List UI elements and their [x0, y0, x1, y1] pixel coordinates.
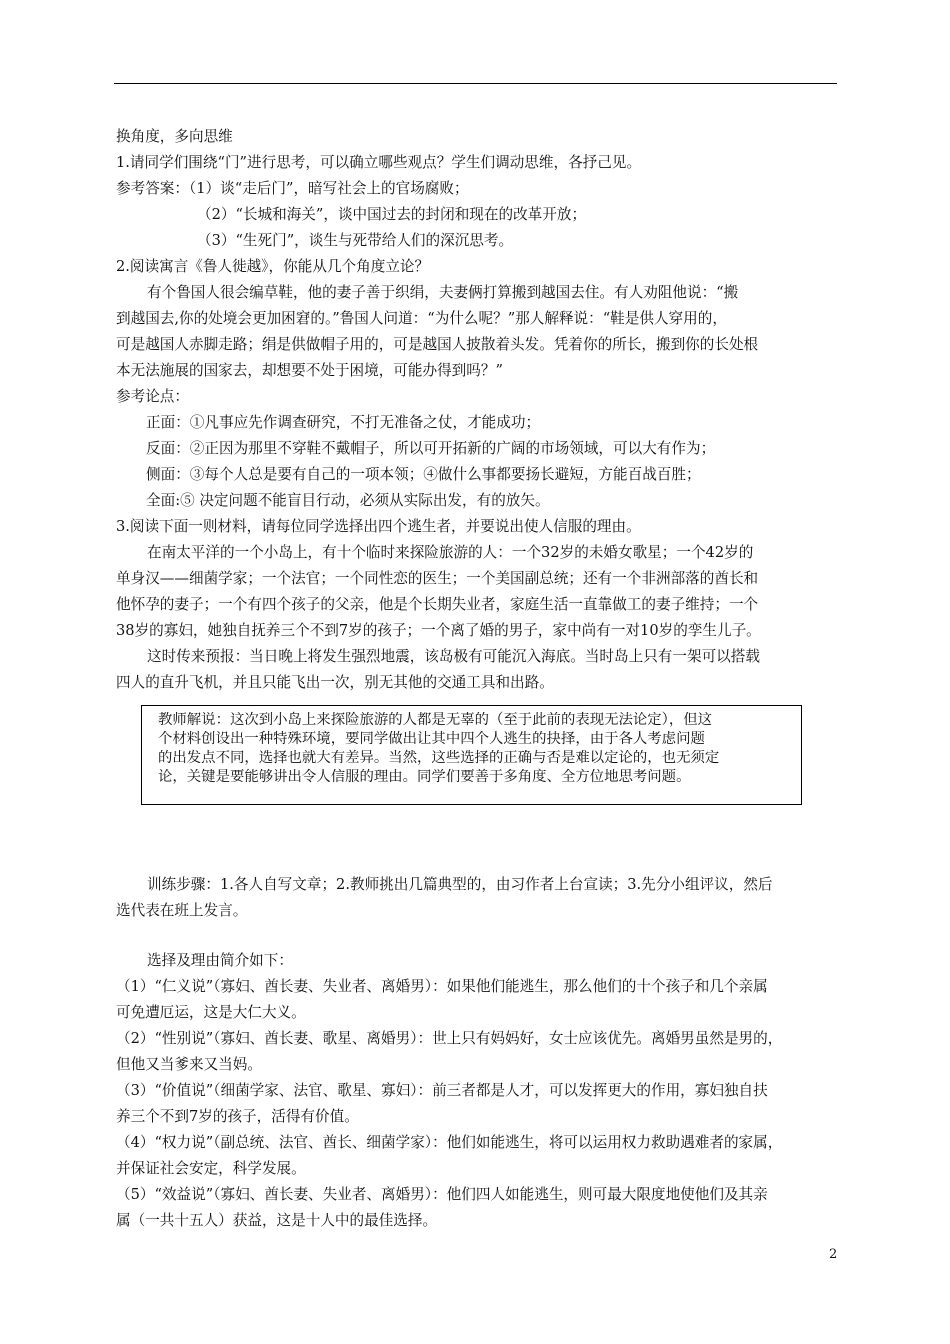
teacher-note-box — [141, 705, 802, 805]
argument-point: 全面:⑤ 决定问题不能盲目行动，必须从实际出发，有的放矢。 — [146, 492, 550, 509]
story-line: 到越国去,你的处境会更加困窘的。”鲁国人问道：“为什么呢？”那人解释说：“鞋是供人穿用的， — [116, 310, 727, 327]
argument-point: 正面：①凡事应先作调查研究，不打无准备之仗，才能成功； — [146, 414, 541, 431]
teacher-note-line: 教师解说：这次到小岛上来探险旅游的人都是无辜的（至于此前的表现无法论定），但这 — [158, 712, 713, 728]
lower-content — [116, 872, 840, 1234]
question-1-answer: （2）“长城和海关”，谈中国过去的封闭和现在的改革开放； — [197, 206, 587, 223]
story-line: 本无法施展的国家去，却想要不处于困境，可能办得到吗？” — [116, 362, 503, 379]
argument-point: 反面：②正因为那里不穿鞋不戴帽子，所以可开拓新的广阔的市场领域，可以大有作为； — [146, 440, 716, 457]
choice-line: （3）“价值说”（细菌学家、法官、歌星、寡妇）：前三者都是人才，可以发挥更大的作用，寡妇独自扶 — [116, 1082, 768, 1099]
section-title: 换角度，多向思维 — [116, 128, 233, 145]
choice-line: 属（一共十五人）获益，这是十人中的最佳选择。 — [116, 1212, 438, 1229]
training-steps-line: 训练步骤：1.各人自写文章；2.教师挑出几篇典型的，由习作者上台宣读；3.先分小组评议，然后 — [147, 876, 773, 893]
warning-line: 这时传来预报：当日晚上将发生强烈地震，该岛极有可能沉入海底。当时岛上只有一架可以搭载 — [147, 648, 760, 665]
question-3-prompt: 3.阅读下面一则材料，请每位同学选择出四个逃生者，并要说出使人信服的理由。 — [116, 518, 641, 535]
page-number: 2 — [829, 1247, 838, 1262]
choice-line: 可免遭厄运，这是大仁大义。 — [116, 1004, 306, 1021]
spacer — [116, 924, 840, 948]
teacher-note-line: 的出发点不同，选择也就大有差异。当然，这些选择的正确与否是难以定论的，也无须定 — [158, 750, 720, 766]
question-1-answer: （3）“生死门”，谈生与死带给人们的深沉思考。 — [197, 232, 514, 249]
points-label: 参考论点： — [116, 388, 189, 405]
warning-line: 四人的直升飞机，并且只能飞出一次，别无其他的交通工具和出路。 — [116, 674, 554, 691]
material-line: 单身汉——细菌学家；一个法官；一个同性恋的医生；一个美国副总统；还有一个非洲部落的酋长和 — [116, 570, 759, 587]
main-content — [116, 124, 840, 696]
question-2-prompt: 2.阅读寓言《鲁人徙越》，你能从几个角度立论？ — [116, 258, 430, 275]
choice-line: （1）“仁义说”（寡妇、酋长妻、失业者、离婚男）：如果他们能逃生，那么他们的十个孩子和几个亲属 — [116, 978, 768, 995]
teacher-note-line: 论，关键是要能够讲出令人信服的理由。同学们要善于多角度、全方位地思考问题。 — [158, 769, 691, 785]
choice-line: 但他又当爹来又当妈。 — [116, 1056, 262, 1073]
story-line: 可是越国人赤脚走路；绢是供做帽子用的，可是越国人披散着头发。凭着你的所长，搬到你的长处根 — [116, 336, 759, 353]
question-1-prompt: 1.请同学们围绕“门”进行思考，可以确立哪些观点？学生们调动思维，各抒己见。 — [116, 154, 642, 171]
material-line: 他怀孕的妻子；一个有四个孩子的父亲，他是个长期失业者，家庭生活一直靠做工的妻子维持；一个 — [116, 596, 759, 613]
choice-line: （2）“性别说”（寡妇、酋长妻、歌星、离婚男）：世上只有妈妈好，女士应该优先。离婚男虽然是男的， — [116, 1030, 783, 1047]
story-line: 有个鲁国人很会编草鞋，他的妻子善于织绢，夫妻俩打算搬到越国去住。有人劝阻他说：“搬 — [147, 284, 739, 301]
argument-point: 侧面：③每个人总是要有自己的一项本领；④做什么事都要扬长避短，方能百战百胜； — [146, 466, 701, 483]
teacher-note-line: 个材料创设出一种特殊环境，要同学做出让其中四个人逃生的抉择，由于各人考虑问题 — [158, 731, 705, 747]
choices-intro: 选择及理由简介如下： — [147, 952, 293, 969]
choice-line: 并保证社会安定，科学发展。 — [116, 1160, 306, 1177]
question-1-answer: 参考答案：（1）谈“走后门”，暗写社会上的官场腐败； — [116, 180, 469, 197]
material-line: 在南太平洋的一个小岛上，有十个临时来探险旅游的人：一个32岁的未婚女歌星；一个42岁的 — [147, 544, 754, 561]
material-line: 38岁的寡妇，她独自抚养三个不到7岁的孩子；一个离了婚的男子，家中尚有一对10岁的孪生儿子。 — [116, 622, 761, 639]
choice-line: （4）“权力说”（副总统、法官、酋长、细菌学家）：他们如能逃生，将可以运用权力救助遇难者的家属， — [116, 1134, 783, 1151]
choice-line: （5）“效益说”（寡妇、酋长妻、失业者、离婚男）：他们四人如能逃生，则可最大限度地使他们及其亲 — [116, 1186, 768, 1203]
header-rule — [114, 83, 837, 84]
training-steps-line: 选代表在班上发言。 — [116, 902, 248, 919]
choice-line: 养三个不到7岁的孩子，活得有价值。 — [116, 1108, 359, 1125]
